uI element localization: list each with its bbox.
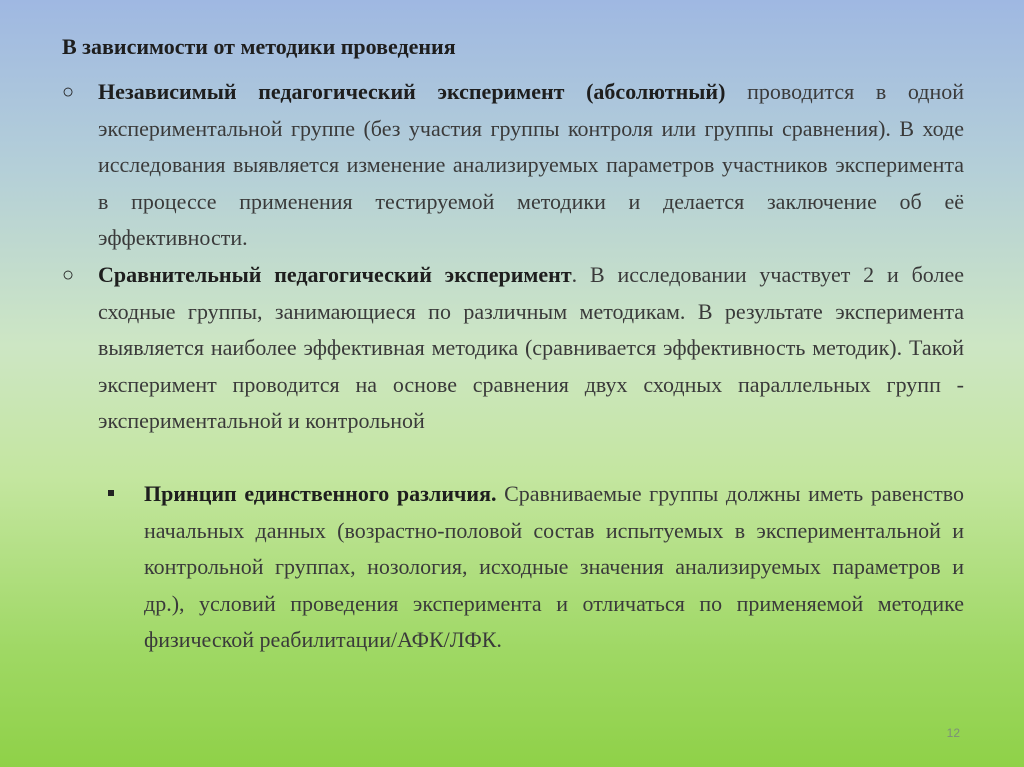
circle-bullet-icon: ○: [62, 264, 75, 286]
text-comparative-experiment: . В исследовании участвует 2 и более сходные группы, занимающиеся по различным методикам. В результате эксперимента выявляется наиболее эффективная методика (сравнивается эффективность методик). Такой эксперимент проводится на основе сравнения двух сходных параллельных групп - экспериментальной и контрольной: [98, 262, 964, 433]
term-independent-experiment: Независимый педагогический эксперимент (абсолютный): [98, 79, 726, 104]
term-comparative-experiment: Сравнительный педагогический эксперимент: [98, 262, 572, 287]
slide-heading: В зависимости от методики проведения: [62, 34, 456, 59]
circle-bullet-icon: ○: [62, 81, 75, 103]
page-number: 12: [946, 726, 960, 740]
text-single-difference-principle: Сравниваемые группы должны иметь равенство начальных данных (возрастно-половой состав испытуемых в экспериментальной и контрольной группах, нозология, исходные значения анализируемых параметров и др.), условий проведения эксперимента и отличаться по применяемой методике физической реабилитации/АФК/ЛФК.: [144, 481, 964, 652]
text-independent-experiment: проводится в одной экспериментальной группе (без участия группы контроля или группы сравнения). В ходе исследования выявляется изменение анализируемых параметров участников эксперимента в процессе применения тестируемой методики и делается заключение об её эффективности.: [98, 79, 964, 250]
square-bullet-icon: [108, 490, 114, 496]
paragraph-independent-experiment: [98, 74, 964, 257]
paragraph-single-difference-principle: [144, 476, 964, 659]
paragraph-comparative-experiment: [98, 257, 964, 440]
term-single-difference-principle: Принцип единственного различия.: [144, 481, 497, 506]
